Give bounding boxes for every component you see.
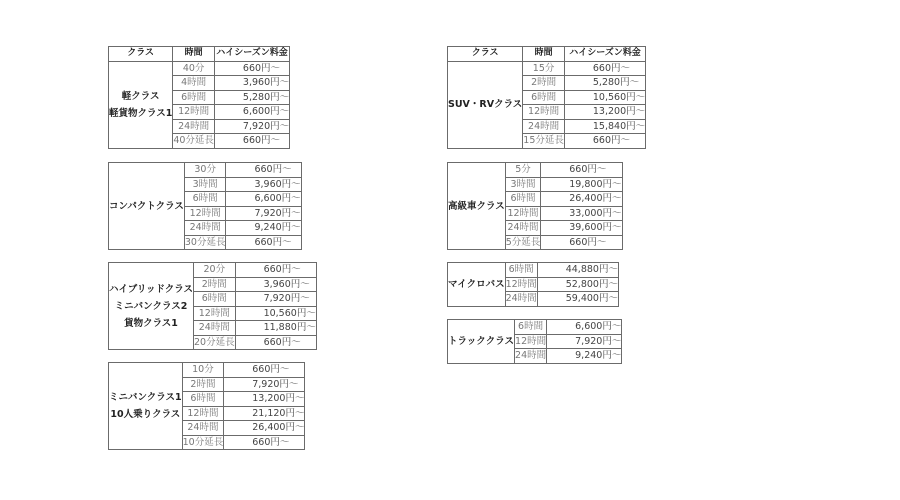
time-cell: 24時間 — [182, 421, 224, 436]
time-cell: 24時間 — [505, 221, 541, 236]
time-cell: 24時間 — [505, 293, 537, 304]
time-cell: 3時間 — [184, 177, 226, 192]
pricing-table — [108, 262, 317, 350]
time-cell: 6時間 — [184, 192, 226, 207]
price-cell: 21,120円～ — [224, 406, 305, 421]
price-cell: 660円～ — [541, 163, 622, 178]
time-cell: 6時間 — [523, 90, 565, 105]
price-cell: 660円～ — [541, 235, 622, 250]
time-cell: 24時間 — [184, 221, 226, 236]
class-name-cell — [109, 163, 185, 250]
time-cell: 15分延長 — [523, 135, 564, 146]
header-time: 時間 — [523, 47, 565, 62]
class-name-line: ミニバンクラス1 — [109, 392, 182, 403]
time-cell: 4時間 — [173, 76, 215, 91]
time-cell: 20分延長 — [193, 336, 235, 348]
price-cell: 15,840円～ — [564, 119, 645, 134]
price-cell: 6,600円～ — [547, 320, 622, 335]
price-cell: 660円～ — [214, 134, 289, 149]
class-name-line: 軽貨物クラス1 — [109, 107, 173, 119]
time-cell: 12時間 — [184, 206, 226, 221]
class-name-line: マイクロバス — [448, 278, 505, 290]
time-cell: 24時間 — [523, 119, 565, 134]
pricing-table — [447, 262, 619, 307]
price-cell: 44,880円～ — [537, 263, 618, 278]
price-cell: 7,920円～ — [547, 334, 622, 349]
time-cell: 10分延長 — [182, 436, 224, 448]
pricing-table — [447, 319, 622, 364]
price-cell: 9,240円～ — [226, 221, 301, 236]
price-cell: 5,280円～ — [564, 76, 645, 91]
time-cell: 24時間 — [173, 119, 215, 134]
class-name-line: 高級車クラス — [448, 200, 505, 212]
price-cell: 52,800円～ — [537, 277, 618, 292]
time-cell: 6時間 — [173, 90, 215, 105]
time-cell: 5分延長 — [505, 236, 541, 248]
price-cell: 6,600円～ — [214, 105, 289, 120]
price-cell: 6,600円～ — [226, 192, 301, 207]
time-cell: 12時間 — [182, 406, 224, 421]
price-cell: 660円～ — [235, 263, 316, 278]
price-cell: 10,560円～ — [235, 306, 316, 321]
time-cell: 12時間 — [505, 278, 537, 290]
table-row — [109, 61, 290, 76]
time-cell: 12時間 — [193, 306, 235, 321]
price-cell: 39,600円～ — [541, 221, 622, 236]
pricing-table — [108, 162, 302, 250]
time-cell: 15分 — [523, 61, 565, 76]
time-cell: 12時間 — [515, 335, 547, 347]
price-cell: 660円～ — [214, 61, 289, 76]
time-cell: 2時間 — [193, 277, 235, 292]
class-name-cell — [448, 320, 515, 364]
time-cell: 40分延長 — [173, 135, 214, 146]
time-cell: 2時間 — [182, 377, 224, 392]
price-cell: 660円～ — [224, 363, 305, 378]
class-name-line: トラッククラス — [448, 335, 515, 347]
table-row — [109, 163, 302, 178]
table-row — [109, 263, 317, 278]
pricing-table — [447, 162, 623, 250]
time-cell: 12時間 — [505, 206, 541, 221]
time-cell: 12時間 — [523, 105, 565, 120]
pricing-table — [108, 362, 305, 450]
price-cell: 13,200円～ — [564, 105, 645, 120]
class-name-line: 貨物クラス1 — [124, 317, 178, 329]
price-cell: 660円～ — [226, 163, 301, 178]
class-name-line: ハイブリッドクラス — [109, 283, 193, 295]
time-cell: 6時間 — [193, 292, 235, 307]
time-cell: 6時間 — [515, 320, 547, 335]
price-cell: 660円～ — [224, 435, 305, 450]
time-cell: 10分 — [182, 363, 224, 378]
time-cell: 40分 — [173, 61, 215, 76]
price-cell: 660円～ — [235, 335, 316, 350]
class-name-line: ミニバンクラス2 — [114, 300, 188, 312]
price-cell: 13,200円～ — [224, 392, 305, 407]
class-name-cell — [109, 263, 194, 350]
class-name-cell — [448, 163, 506, 250]
price-cell: 3,960円～ — [214, 76, 289, 91]
time-cell: 6時間 — [505, 263, 537, 278]
time-cell: 20分 — [193, 263, 235, 278]
price-cell: 7,920円～ — [214, 119, 289, 134]
price-cell: 7,920円～ — [235, 292, 316, 307]
class-name-line: コンパクトクラス — [109, 200, 184, 212]
time-cell: 6時間 — [182, 392, 224, 407]
class-name-cell — [448, 263, 506, 307]
time-cell: 24時間 — [193, 321, 235, 336]
class-name-line: SUV・RVクラス — [448, 99, 523, 110]
price-cell: 3,960円～ — [235, 277, 316, 292]
price-cell: 7,920円～ — [226, 206, 301, 221]
table-row — [448, 163, 623, 178]
time-cell: 3時間 — [505, 177, 541, 192]
class-name-cell — [448, 61, 523, 148]
time-cell: 30分 — [184, 163, 226, 178]
class-name-cell — [109, 363, 183, 450]
price-cell: 660円～ — [564, 134, 645, 149]
price-cell: 7,920円～ — [224, 377, 305, 392]
pricing-table — [108, 46, 290, 149]
time-cell: 5分 — [505, 163, 541, 178]
table-row — [448, 320, 622, 335]
header-row — [448, 47, 646, 62]
price-cell: 26,400円～ — [541, 192, 622, 207]
price-cell: 660円～ — [226, 235, 301, 250]
table-row — [448, 263, 619, 278]
price-cell: 11,880円～ — [235, 321, 316, 336]
price-cell: 26,400円～ — [224, 421, 305, 436]
class-name-line: 10人乗りクラス — [110, 409, 181, 420]
price-cell: 5,280円～ — [214, 90, 289, 105]
header-class: クラス — [109, 47, 173, 62]
price-cell: 9,240円～ — [547, 349, 622, 364]
header-time: 時間 — [173, 47, 215, 62]
class-name-line: 軽クラス — [121, 90, 160, 102]
price-cell: 10,560円～ — [564, 90, 645, 105]
time-cell: 6時間 — [505, 192, 541, 207]
header-price: ハイシーズン料金 — [214, 47, 289, 62]
table-row — [448, 61, 646, 76]
price-cell: 33,000円～ — [541, 206, 622, 221]
price-cell: 19,800円～ — [541, 177, 622, 192]
header-row — [109, 47, 290, 62]
price-cell: 3,960円～ — [226, 177, 301, 192]
time-cell: 2時間 — [523, 76, 565, 91]
time-cell: 24時間 — [515, 350, 547, 361]
class-name-cell — [109, 61, 173, 148]
header-class: クラス — [448, 47, 523, 62]
pricing-table — [447, 46, 646, 149]
time-cell: 12時間 — [173, 105, 215, 120]
table-row — [109, 363, 305, 378]
price-cell: 660円～ — [564, 61, 645, 76]
header-price: ハイシーズン料金 — [564, 47, 645, 62]
time-cell: 30分延長 — [184, 236, 226, 248]
price-cell: 59,400円～ — [537, 292, 618, 307]
